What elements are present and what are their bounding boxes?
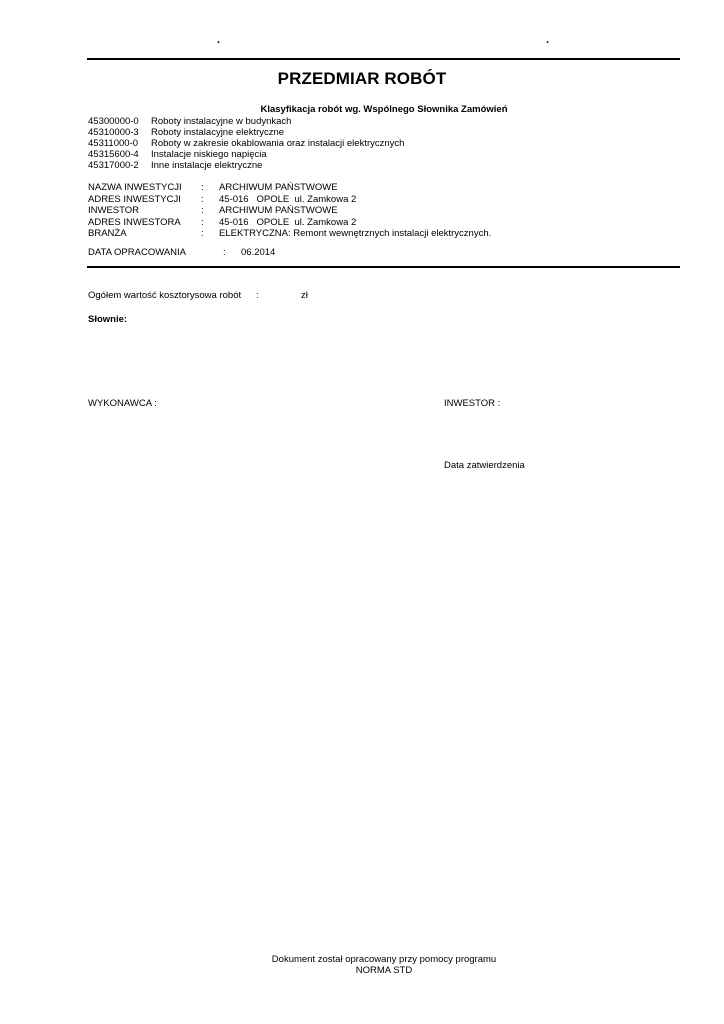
info-label: ADRES INWESTYCJI — [88, 193, 181, 205]
info-label: INWESTOR — [88, 205, 140, 216]
date-value: 06.2014 — [241, 247, 276, 258]
classification-item — [88, 116, 404, 127]
classification-list — [88, 116, 404, 171]
classification-item — [88, 138, 404, 149]
info-value: 45-016 OPOLE ul. Zamkowa 2 — [219, 193, 357, 205]
classification-item — [88, 149, 404, 160]
info-separator: : — [201, 228, 204, 239]
classification-item — [88, 160, 404, 171]
info-separator: : — [201, 205, 204, 216]
info-separator: : — [201, 182, 204, 193]
top-divider — [87, 58, 680, 60]
classification-item — [88, 127, 404, 138]
cpv-label: Inne instalacje elektryczne — [151, 160, 263, 171]
bottom-divider — [87, 266, 680, 268]
info-separator: : — [201, 216, 204, 228]
info-row — [88, 182, 491, 194]
info-row — [88, 217, 491, 229]
info-label: ADRES INWESTORA — [88, 216, 181, 228]
cost-summary — [88, 290, 308, 301]
cpv-label: Roboty w zakresie okablowania oraz instalacji elektrycznych — [151, 138, 405, 149]
approval-date-label: Data zatwierdzenia — [444, 460, 525, 471]
header-dot-left: . — [217, 34, 221, 46]
info-value: ARCHIWUM PAŃSTWOWE — [219, 205, 338, 216]
cpv-code: 45317000-2 — [88, 160, 139, 171]
info-label: NAZWA INWESTYCJI — [88, 182, 182, 193]
cost-summary-label: Ogółem wartość kosztorysowa robót — [88, 290, 242, 301]
cpv-code: 45300000-0 — [88, 116, 139, 127]
currency-label: zł — [301, 290, 308, 301]
info-row — [88, 228, 491, 240]
info-row — [88, 205, 491, 217]
cpv-code: 45311000-0 — [88, 138, 139, 149]
cpv-label: Roboty instalacyjne w budynkach — [151, 116, 292, 127]
footer-line: Dokument został opracowany przy pomocy programu — [271, 954, 497, 965]
header-dot-right: . — [546, 34, 550, 46]
date-label: DATA OPRACOWANIA — [88, 247, 187, 258]
classification-heading: Klasyfikacja robót wg. Wspólnego Słownika Zamówień — [260, 104, 508, 115]
cost-summary-separator: : — [256, 290, 259, 301]
investment-info — [88, 182, 491, 240]
info-separator: : — [201, 193, 204, 205]
info-value: ARCHIWUM PAŃSTWOWE — [219, 182, 338, 193]
cpv-label: Instalacje niskiego napięcia — [151, 149, 267, 160]
investor-signature-label: INWESTOR : — [444, 398, 501, 409]
cpv-label: Roboty instalacyjne elektryczne — [151, 127, 285, 138]
info-label: BRANŻA — [88, 228, 127, 239]
cpv-code: 45315600-4 — [88, 149, 139, 160]
contractor-signature-label: WYKONAWCA : — [88, 398, 157, 409]
preparation-date-row — [88, 247, 275, 258]
footer — [0, 954, 724, 976]
info-value: 45-016 OPOLE ul. Zamkowa 2 — [219, 216, 357, 228]
info-row — [88, 194, 491, 206]
amount-in-words-label: Słownie: — [88, 314, 128, 325]
date-separator: : — [223, 247, 226, 258]
footer-line: NORMA STD — [355, 965, 413, 976]
cpv-code: 45310000-3 — [88, 127, 139, 138]
info-value: ELEKTRYCZNA: Remont wewnętrznych instalacji elektrycznych. — [219, 228, 492, 239]
page-title: PRZEDMIAR ROBÓT — [277, 69, 447, 88]
